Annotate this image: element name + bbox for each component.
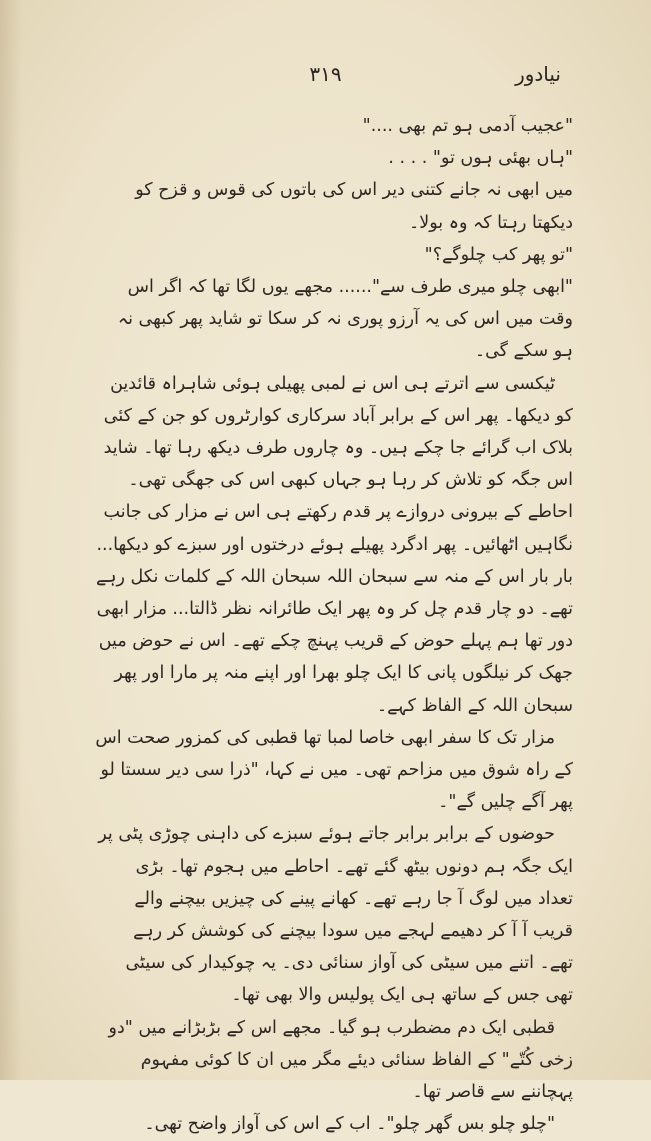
body-text [95,110,573,1141]
page-number: ۳۱۹ [309,62,342,86]
paragraph: میں ابھی نہ جانے کتنی دیر اس کی باتوں کی قوس و قزح کو دیکھتا رہتا کہ وہ بولا۔ [135,180,573,233]
journal-title: نیادور [515,62,561,86]
paragraph: "ہاں بھئی ہوں تو" . . . . [388,148,573,169]
paragraph: "چلو چلو بس گھر چلو"۔ اب کے اس کی آواز واضح تھی۔ [144,1114,555,1135]
paragraph: قطبی ایک دم مضطرب ہو گیا۔ مجھے اس کے بڑبڑانے میں "دو زخی کُتّے" کے الفاظ سنائی دیئے مگر میں ان کا کوئی مفہوم پہچاننے سے قاصر تھا۔ [108,1017,573,1103]
running-header [90,62,561,92]
paragraph: مزار تک کا سفر ابھی خاصا لمبا تھا قطبی کی کمزور صحت اس کے راہ شوق میں مزاحم تھی۔ میں نے کہا، "ذرا سی دیر سستا لو پھر آگے چلیں گے"۔ [95,727,573,813]
paragraph: "عجیب آدمی ہو تم بھی ...." [362,116,573,136]
paragraph: ٹیکسی سے اترتے ہی اس نے لمبی پھیلی ہوئی شاہراہ قائدین کو دیکھا۔ پھر اس کے برابر آباد سرکاری کوارٹروں کو جن کے کئی بلاک اب گرائے جا چکے ہیں۔ وہ چاروں طرف دیکھ رہا تھا۔ شاید اس جگہ کو تلاش کر رہا ہو جہاں کبھی اس کی جھگی تھی۔ [103,373,573,491]
paragraph: "تو پھر کب چلوگے؟" [424,244,573,265]
paragraph: حوضوں کے برابر برابر جاتے ہوئے سبزے کی داہنی چوڑی پٹی پر ایک جگہ ہم دونوں بیٹھ گئے تھے۔ احاطے میں ہجوم تھا۔ بڑی تعداد میں لوگ آ جا رہے تھے۔ کھانے پینے کی چیزیں بیچنے والے قریب آ آ کر دھیمے لہجے میں سودا بیچنے کی کوشش کر رہے تھے۔ اتنے میں سیٹی کی آواز سنائی دی۔ یہ چوکیدار کی سیٹی تھی جس کے ساتھ ہی ایک پولیس والا بھی تھا۔ [98,824,573,1006]
paragraph: احاطے کے بیرونی دروازے پر قدم رکھتے ہی اس نے مزار کی جانب نگاہیں اٹھائیں۔ پھر ادگرد پھیلے ہوئے درختوں اور سبزے کو دیکھا... بار بار اس کے منہ سے سبحان اللہ سبحان اللہ کے کلمات نکل رہے تھے۔ دو چار قدم چل کر وہ پھر ایک طائرانہ نظر ڈالتا... مزار ابھی دور تھا ہم پہلے حوض کے قریب پہنچ چکے تھے۔ اس نے حوض میں جھک کر نیلگوں پانی کا ایک چلو بھرا اور اپنے منہ پر مارا اور پھر سبحان اللہ کے الفاظ کہے۔ [96,502,573,716]
page-fold-shadow [0,0,22,1080]
paragraph: "ابھی چلو میری طرف سے"...... مجھے یوں لگا تھا کہ اگر اس وقت میں اس کی یہ آرزو پوری نہ کر سکا تو شاید پھر کبھی نہ ہو سکے گی۔ [117,277,573,362]
